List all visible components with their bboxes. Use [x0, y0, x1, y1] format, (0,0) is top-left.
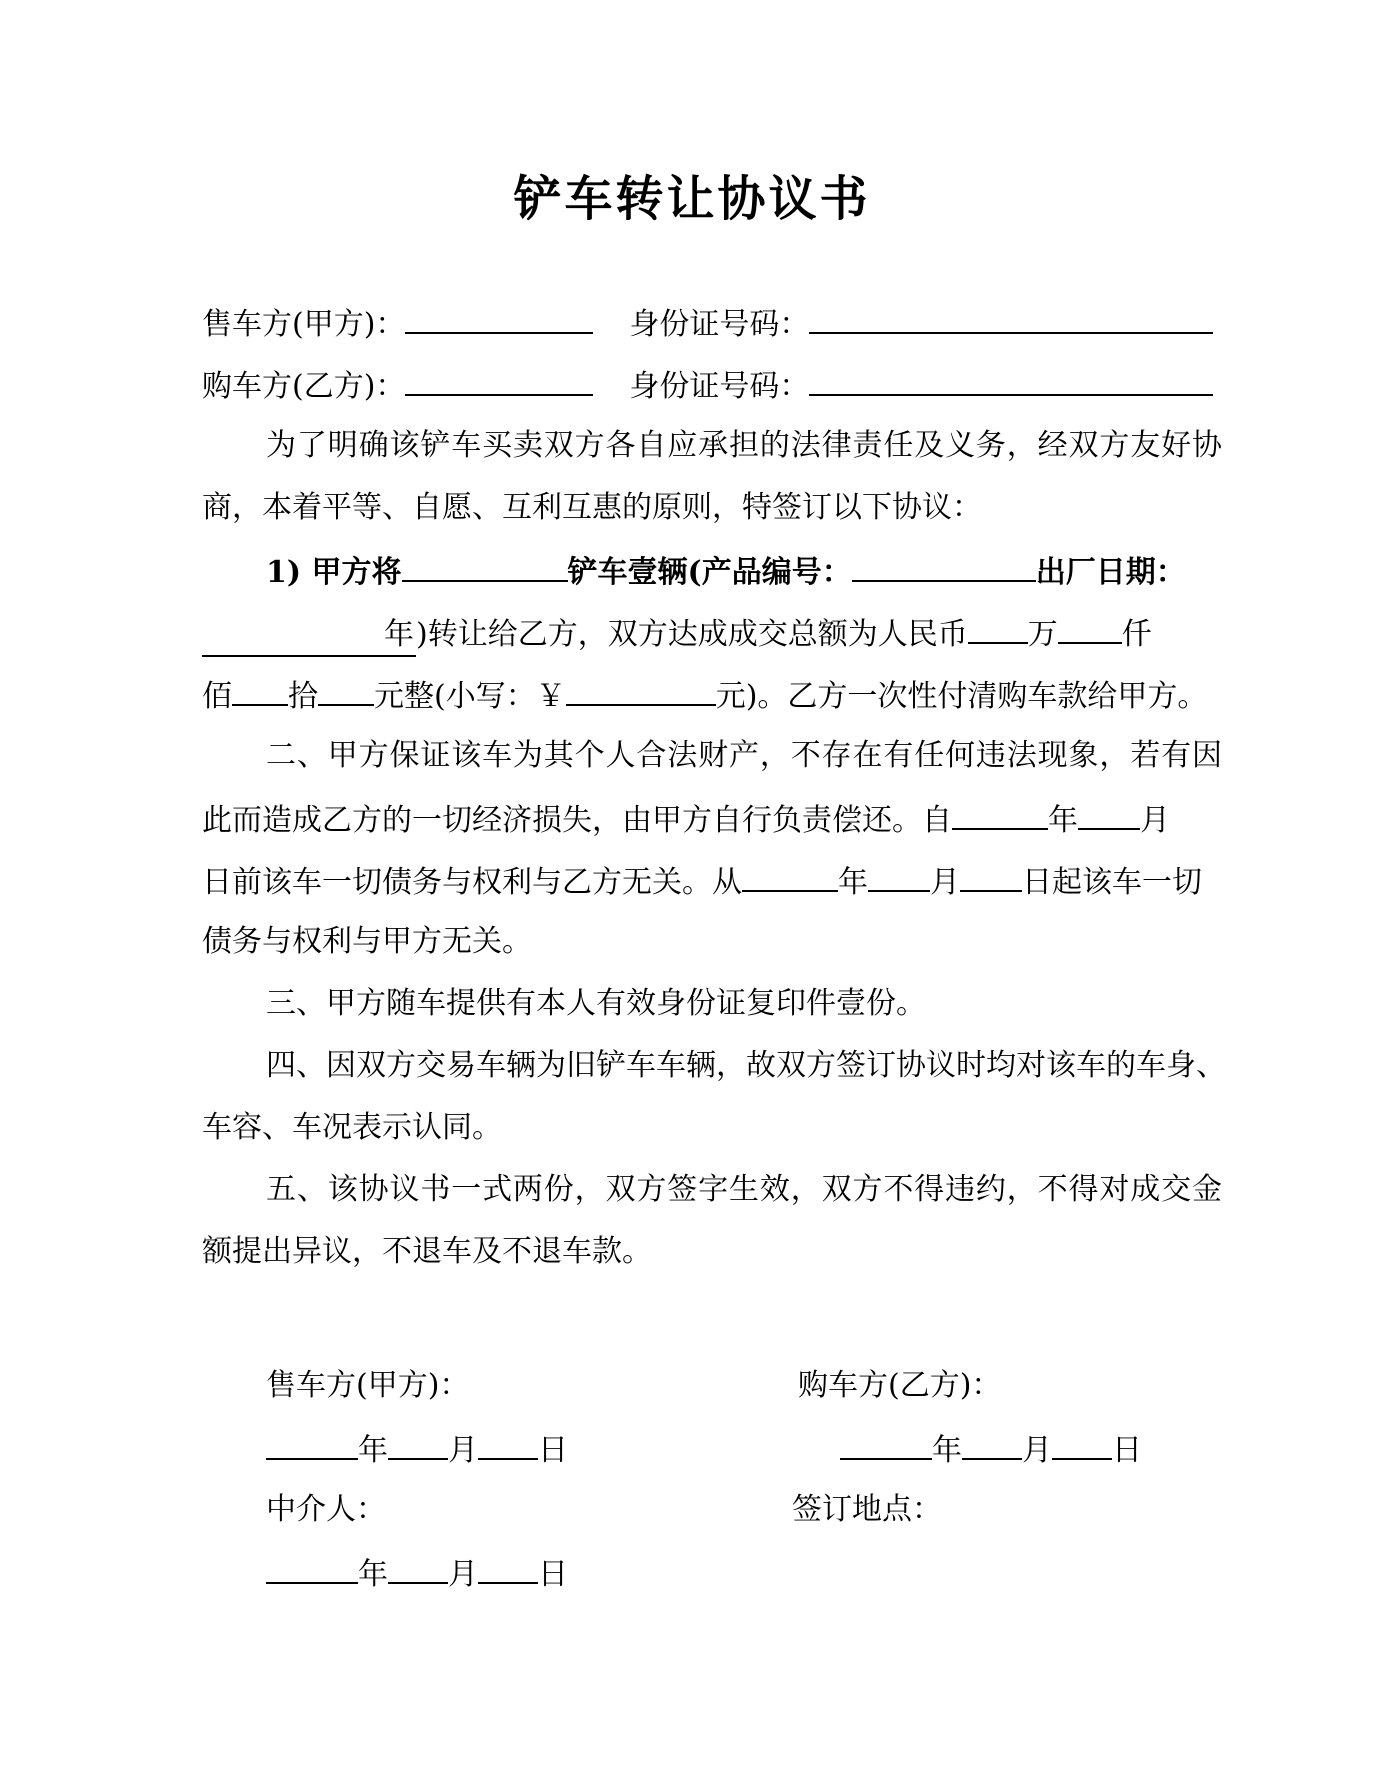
clause-1-text-c: 出厂日期： — [1035, 555, 1186, 590]
clause-1-text-e: 元整(小写：￥ — [374, 679, 566, 714]
seller-day-label: 日 — [538, 1433, 568, 1468]
buyer-id-label: 身份证号码： — [629, 369, 810, 404]
clause-2-line-2 — [202, 798, 1222, 841]
amount-wan-blank — [968, 612, 1028, 644]
buyer-month-blank — [962, 1428, 1022, 1460]
seller-year-blank — [266, 1428, 358, 1460]
seller-signature-label: 售车方(甲方)： — [266, 1368, 470, 1403]
clause-2-text-b: 日前该车一切债务与权利与乙方无关。从 — [202, 865, 742, 900]
clause-5-line-2: 额提出异议，不退车及不退车款。 — [202, 1234, 652, 1269]
unit-bai: 佰 — [202, 679, 232, 714]
unit-qian: 仟 — [1121, 617, 1152, 652]
document-title: 铲车转让协议书 — [513, 171, 871, 227]
unit-wan: 万 — [1027, 617, 1058, 652]
clause-2-text-c: 日起该车一切 — [1022, 865, 1202, 900]
seller-day-blank — [478, 1428, 538, 1460]
clause-3: 三、甲方随车提供有本人有效身份证复印件壹份。 — [266, 986, 926, 1021]
seller-month-blank — [388, 1428, 448, 1460]
intermediary-day-label: 日 — [538, 1557, 568, 1592]
buyer-year-blank — [840, 1428, 932, 1460]
amount-figures-blank — [566, 674, 716, 706]
seller-name-blank — [405, 302, 593, 334]
clause-1-text-a: 1) 甲方将 — [266, 555, 402, 590]
manufacture-date-blank: 年 — [202, 615, 416, 657]
buyer-day-label: 日 — [1112, 1433, 1142, 1468]
amount-shi-blank — [318, 674, 374, 706]
seller-id-label: 身份证号码： — [629, 307, 810, 342]
clause-1-text-f: 元)。乙方一次性付清购车款给甲方。 — [715, 679, 1208, 714]
seller-year-label: 年 — [358, 1433, 388, 1468]
amount-bai-blank — [232, 674, 288, 706]
clause-5-line-1: 五、该协议书一式两份，双方签字生效，双方不得违约，不得对成交金 — [266, 1172, 1222, 1207]
clause-2-line-4: 债务与权利与甲方无关。 — [202, 924, 532, 959]
seller-month-label: 月 — [448, 1433, 478, 1468]
clause-2-line-3 — [202, 860, 1222, 903]
date-day-blank-2 — [960, 860, 1022, 892]
intermediary-label: 中介人： — [266, 1492, 386, 1527]
seller-line — [202, 302, 1222, 345]
year-label-1: 年 — [1048, 803, 1078, 838]
date-month-blank-2 — [868, 860, 930, 892]
buyer-name-blank — [405, 364, 593, 396]
buyer-id-blank — [809, 364, 1213, 396]
unit-shi: 拾 — [288, 679, 318, 714]
buyer-year-label: 年 — [932, 1433, 962, 1468]
clause-4-line-2: 车容、车况表示认同。 — [202, 1110, 502, 1145]
buyer-line — [202, 364, 1222, 407]
date-year-blank-2 — [742, 860, 838, 892]
clause-1-line-3 — [202, 674, 1222, 717]
signing-place-label: 签订地点： — [792, 1492, 942, 1527]
clause-2-text-a: 此而造成乙方的一切经济损失，由甲方自行负责偿还。自 — [202, 803, 952, 838]
clause-1-text-b: 铲车壹辆(产品编号： — [567, 555, 852, 590]
clause-4-line-1: 四、因双方交易车辆为旧铲车车辆，故双方签订协议时均对该车的车身、 — [266, 1048, 1226, 1083]
seller-id-blank — [809, 302, 1213, 334]
buyer-month-label: 月 — [1022, 1433, 1052, 1468]
date-year-blank-1 — [952, 798, 1048, 830]
intermediary-day-blank — [478, 1552, 538, 1584]
intro-line-2: 商，本着平等、自愿、互利互惠的原则，特签订以下协议： — [202, 490, 982, 525]
product-number-blank — [852, 550, 1036, 582]
month-label-1: 月 — [1140, 803, 1170, 838]
seller-label: 售车方(甲方)： — [202, 307, 406, 342]
clause-2-line-1: 二、甲方保证该车为其个人合法财产，不存在有任何违法现象，若有因 — [266, 738, 1222, 773]
intermediary-month-blank — [388, 1552, 448, 1584]
buyer-signature-label: 购车方(乙方)： — [798, 1368, 1002, 1403]
intermediary-month-label: 月 — [448, 1557, 478, 1592]
clause-1-line-1 — [266, 550, 1222, 593]
intermediary-year-blank — [266, 1552, 358, 1584]
year-label-2: 年 — [838, 865, 868, 900]
amount-qian-blank — [1058, 612, 1122, 644]
intermediary-year-label: 年 — [358, 1557, 388, 1592]
date-month-blank-1 — [1078, 798, 1140, 830]
intro-line-1: 为了明确该铲车买卖双方各自应承担的法律责任及义务，经双方友好协 — [266, 428, 1222, 463]
month-label-2: 月 — [930, 865, 960, 900]
seller-signature-date — [266, 1428, 568, 1471]
clause-1-text-d: )转让给乙方，双方达成成交总额为人民币 — [416, 617, 968, 652]
vehicle-model-blank — [402, 550, 568, 582]
buyer-label: 购车方(乙方)： — [202, 369, 406, 404]
buyer-day-blank — [1052, 1428, 1112, 1460]
clause-1-line-2 — [202, 612, 1222, 657]
intermediary-signature-date — [266, 1552, 568, 1595]
buyer-signature-date — [840, 1428, 1142, 1471]
